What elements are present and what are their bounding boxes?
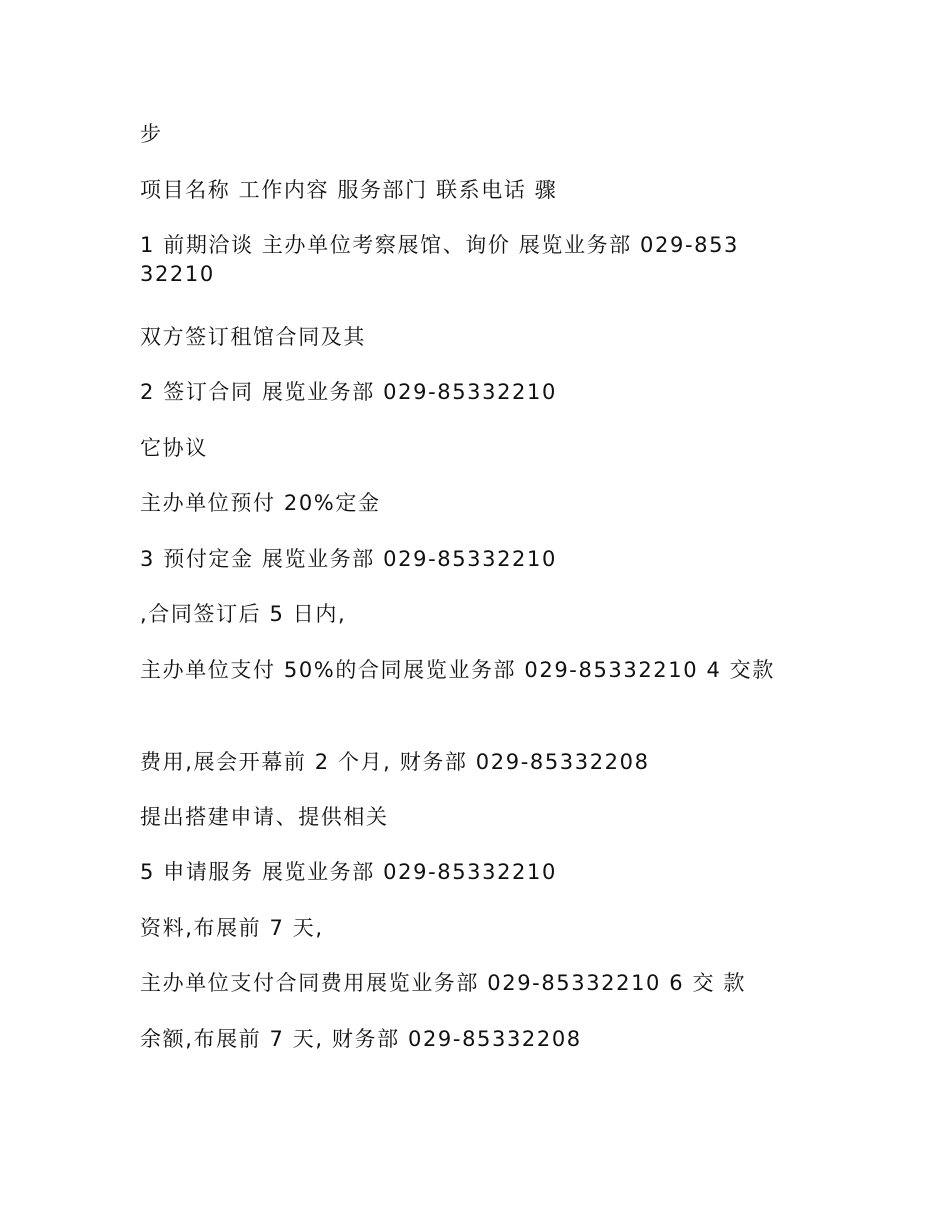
doc-line: 资料,布展前 7 天,: [140, 916, 324, 940]
doc-line: 1 前期洽谈 主办单位考察展馆、询价 展览业务部 029-85332210: [140, 233, 740, 286]
doc-line: 主办单位预付 20%定金: [140, 491, 381, 515]
doc-line: 余额,布展前 7 天, 财务部 029-85332208: [140, 1027, 582, 1051]
doc-line: 费用,展会开幕前 2 个月, 财务部 029-85332208: [140, 750, 650, 774]
doc-line: 项目名称 工作内容 服务部门 联系电话 骤: [140, 178, 558, 202]
doc-line: 主办单位支付 50%的合同展览业务部 029-85332210 4 交款: [140, 658, 775, 682]
doc-line: 步: [140, 122, 163, 146]
doc-line: 主办单位支付合同费用展览业务部 029-85332210 6 交 款: [140, 971, 747, 995]
doc-line: 双方签订租馆合同及其: [140, 325, 366, 349]
doc-line: 它协议: [140, 436, 208, 460]
doc-line: 2 签订合同 展览业务部 029-85332210: [140, 380, 557, 404]
doc-line: 提出搭建申请、提供相关: [140, 805, 389, 829]
doc-line: ,合同签订后 5 日内,: [140, 602, 347, 626]
doc-line: 3 预付定金 展览业务部 029-85332210: [140, 547, 557, 571]
doc-line: 5 申请服务 展览业务部 029-85332210: [140, 860, 557, 884]
